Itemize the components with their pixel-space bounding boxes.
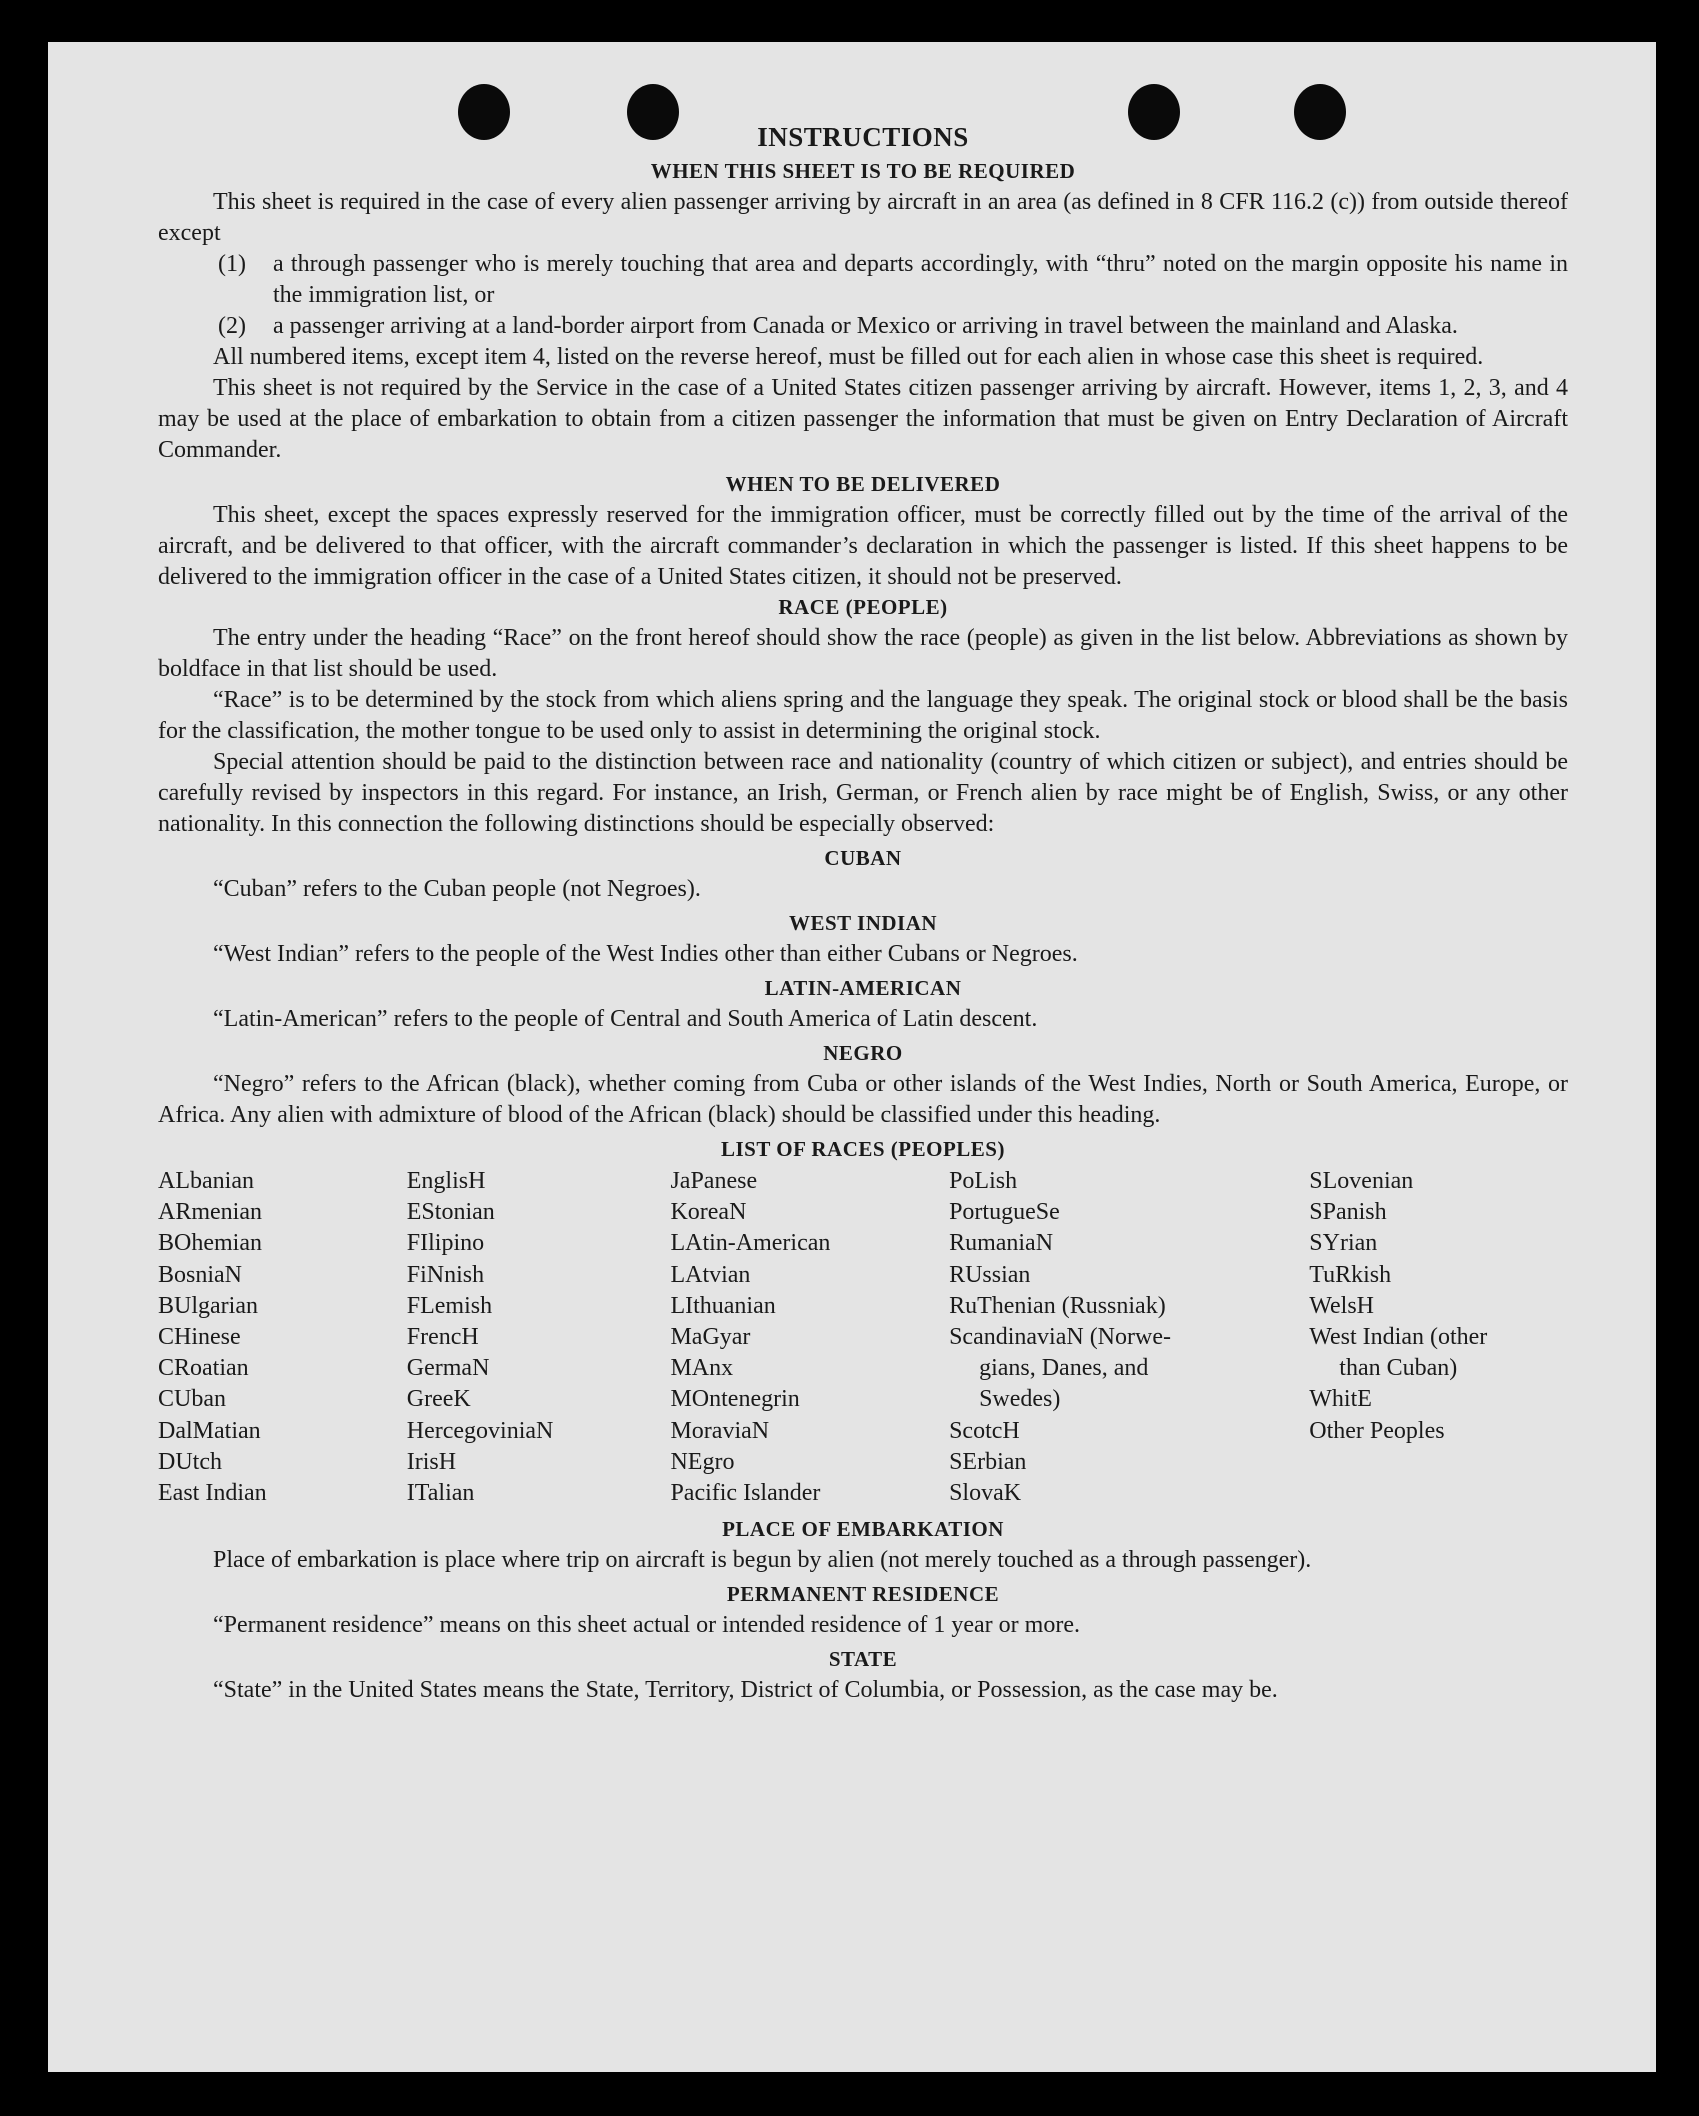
race-entry: MoraviaN xyxy=(670,1417,770,1444)
paragraph-latin-american: “Latin-American” refers to the people of Central and South America of Latin descent. xyxy=(213,1006,1038,1032)
heading-cuban: CUBAN xyxy=(824,846,902,870)
race-entry: East Indian xyxy=(158,1480,267,1507)
race-entry: GermaN xyxy=(406,1355,490,1382)
race-entry: West Indian (other xyxy=(1309,1324,1488,1351)
race-column xyxy=(670,1166,949,1509)
paragraph-citizen: This sheet is not required by the Service in the case of a United States citizen passenger arriving by aircraft. However, items 1, 2, 3, and 4 may be used at the place of embarkation to obtain from a citizen passenger the information that must be given on Entry Declaration of Aircraft Commander. xyxy=(158,375,1568,463)
heading-negro: NEGRO xyxy=(823,1041,903,1065)
race-entry: MAnx xyxy=(670,1355,734,1382)
race-entry: SlovaK xyxy=(949,1480,1022,1507)
race-column xyxy=(158,1166,407,1509)
race-entry: EStonian xyxy=(406,1199,495,1226)
race-column xyxy=(1309,1166,1568,1509)
race-entry: FIlipino xyxy=(406,1230,485,1257)
heading-when-required: WHEN THIS SHEET IS TO BE REQUIRED xyxy=(650,159,1076,183)
item-number: (1) xyxy=(218,251,246,277)
race-entry: RumaniaN xyxy=(949,1230,1054,1257)
race-entry: LAtin-American xyxy=(670,1230,831,1257)
paragraph-required: This sheet is required in the case of every alien passenger arriving by aircraft in an area (as defined in 8 CFR 116.2 (c)) from outside thereof except xyxy=(158,189,1568,246)
document-sheet xyxy=(48,42,1656,2072)
race-entry: FrencH xyxy=(406,1324,479,1351)
race-entry: BUlgarian xyxy=(158,1292,258,1319)
item-number: (2) xyxy=(218,313,246,339)
heading-permanent-residence: PERMANENT RESIDENCE xyxy=(726,1582,1000,1607)
race-entry: SYrian xyxy=(1309,1230,1378,1257)
heading-list-of-races: LIST OF RACES (PEOPLES) xyxy=(721,1137,1005,1161)
paragraph-state: “State” in the United States means the State, Territory, District of Columbia, or Possession, as the case may be. xyxy=(213,1677,1278,1704)
race-entry: CUban xyxy=(158,1386,226,1413)
race-entry: BosniaN xyxy=(158,1261,242,1288)
race-entry: WhitE xyxy=(1309,1386,1372,1413)
race-entry: CRoatian xyxy=(158,1355,249,1382)
race-entry: Swedes) xyxy=(979,1386,1061,1413)
item-text: a through passenger who is merely touching that area and departs accordingly, with “thru” noted on the margin opposite his name in the immigration list, or xyxy=(273,251,1568,308)
race-entry: KoreaN xyxy=(670,1199,747,1226)
heading-state: STATE xyxy=(828,1647,898,1672)
heading-west-indian: WEST INDIAN xyxy=(788,911,938,935)
race-entry: DUtch xyxy=(158,1448,222,1475)
paragraph-race-3: Special attention should be paid to the distinction between race and nationality (country of which citizen or subject), and entries should be carefully revised by inspectors in this regard. For instance, an Irish, German, or French alien by race might be of English, Swiss, or any other nationality. In this connection the following distinctions should be especially observed: xyxy=(158,749,1568,837)
race-entry: BOhemian xyxy=(158,1230,262,1257)
race-entry: ALbanian xyxy=(158,1168,254,1194)
race-entry: Pacific Islander xyxy=(670,1480,821,1507)
race-entry: SLovenian xyxy=(1309,1168,1414,1194)
race-entry: ARmenian xyxy=(158,1199,262,1226)
heading-latin-american: LATIN-AMERICAN xyxy=(764,976,962,1000)
paragraph-delivered: This sheet, except the spaces expressly reserved for the immigration officer, must be correctly filled out by the time of the arrival of the aircraft, and be delivered to that officer, with the aircraft commander’s declaration in which the passenger is listed. If this sheet happens to be delivered to the immigration officer in the case of a United States citizen, it should not be preserved. xyxy=(158,502,1568,590)
race-entry: gians, Danes, and xyxy=(979,1355,1149,1382)
paragraph-west-indian: “West Indian” refers to the people of the West Indies other than either Cubans or Negroes. xyxy=(213,941,1078,967)
race-column xyxy=(949,1166,1309,1509)
page-title: INSTRUCTIONS xyxy=(757,122,969,152)
race-entry: GreeK xyxy=(406,1386,471,1413)
race-entry: SPanish xyxy=(1309,1199,1387,1226)
race-entry: IrisH xyxy=(406,1448,457,1475)
race-entry: LIthuanian xyxy=(670,1292,776,1319)
exception-item-2 xyxy=(218,311,1568,342)
race-entry: MaGyar xyxy=(670,1324,751,1351)
race-entry: FLemish xyxy=(406,1292,493,1319)
race-entry: WelsH xyxy=(1309,1292,1375,1319)
race-entry: RUssian xyxy=(949,1261,1031,1288)
race-entry: PortugueSe xyxy=(949,1199,1060,1226)
item-text: a passenger arriving at a land-border airport from Canada or Mexico or arriving in travel between the mainland and Alaska. xyxy=(273,313,1458,339)
paragraph-embarkation: Place of embarkation is place where trip on aircraft is begun by alien (not merely touched as a through passenger). xyxy=(213,1547,1312,1574)
race-entry: FiNnish xyxy=(406,1261,485,1288)
paragraph-race-2: “Race” is to be determined by the stock from which aliens spring and the language they speak. The original stock or blood shall be the basis for the classification, the mother tongue to be used only to assist in determining the original stock. xyxy=(158,687,1568,744)
race-entry: than Cuban) xyxy=(1339,1355,1458,1382)
paragraph-race-1: The entry under the heading “Race” on the front hereof should show the race (people) as given in the list below. Abbreviations as shown by boldface in that list should be used. xyxy=(158,625,1568,682)
paragraph-cuban: “Cuban” refers to the Cuban people (not Negroes). xyxy=(213,876,701,902)
race-entry: ITalian xyxy=(406,1480,475,1507)
race-entry: ScandinaviaN (Norwe- xyxy=(949,1324,1171,1351)
race-entry: LAtvian xyxy=(670,1261,751,1288)
race-entry: ScotcH xyxy=(949,1417,1020,1444)
race-list xyxy=(158,1166,1568,1509)
race-entry: CHinese xyxy=(158,1324,241,1351)
race-entry: TuRkish xyxy=(1309,1261,1392,1288)
race-entry: NEgro xyxy=(670,1448,735,1475)
race-entry: SErbian xyxy=(949,1448,1027,1475)
exception-item-1 xyxy=(218,249,1568,311)
paragraph-residence: “Permanent residence” means on this sheet actual or intended residence of 1 year or more. xyxy=(213,1612,1080,1639)
instructions-content xyxy=(158,122,1568,1706)
race-entry: RuThenian (Russniak) xyxy=(949,1292,1166,1319)
paragraph-numbered-items: All numbered items, except item 4, listed on the reverse hereof, must be filled out for each alien in whose case this sheet is required. xyxy=(213,344,1484,370)
paragraph-negro: “Negro” refers to the African (black), whether coming from Cuba or other islands of the West Indies, North or South America, Europe, or Africa. Any alien with admixture of blood of the African (black) should be classified under this heading. xyxy=(158,1071,1568,1128)
race-entry: HercegoviniaN xyxy=(406,1417,554,1444)
race-entry: PoLish xyxy=(949,1168,1018,1194)
race-entry: MOntenegrin xyxy=(670,1386,800,1413)
race-entry: JaPanese xyxy=(670,1168,758,1194)
race-entry: Other Peoples xyxy=(1309,1417,1445,1444)
heading-place-of-embarkation: PLACE OF EMBARKATION xyxy=(722,1517,1004,1542)
heading-when-delivered: WHEN TO BE DELIVERED xyxy=(725,472,1001,496)
race-column xyxy=(407,1166,671,1509)
race-entry: DalMatian xyxy=(158,1417,261,1444)
heading-race: RACE (PEOPLE) xyxy=(778,595,948,619)
race-entry: EnglisH xyxy=(406,1168,486,1194)
